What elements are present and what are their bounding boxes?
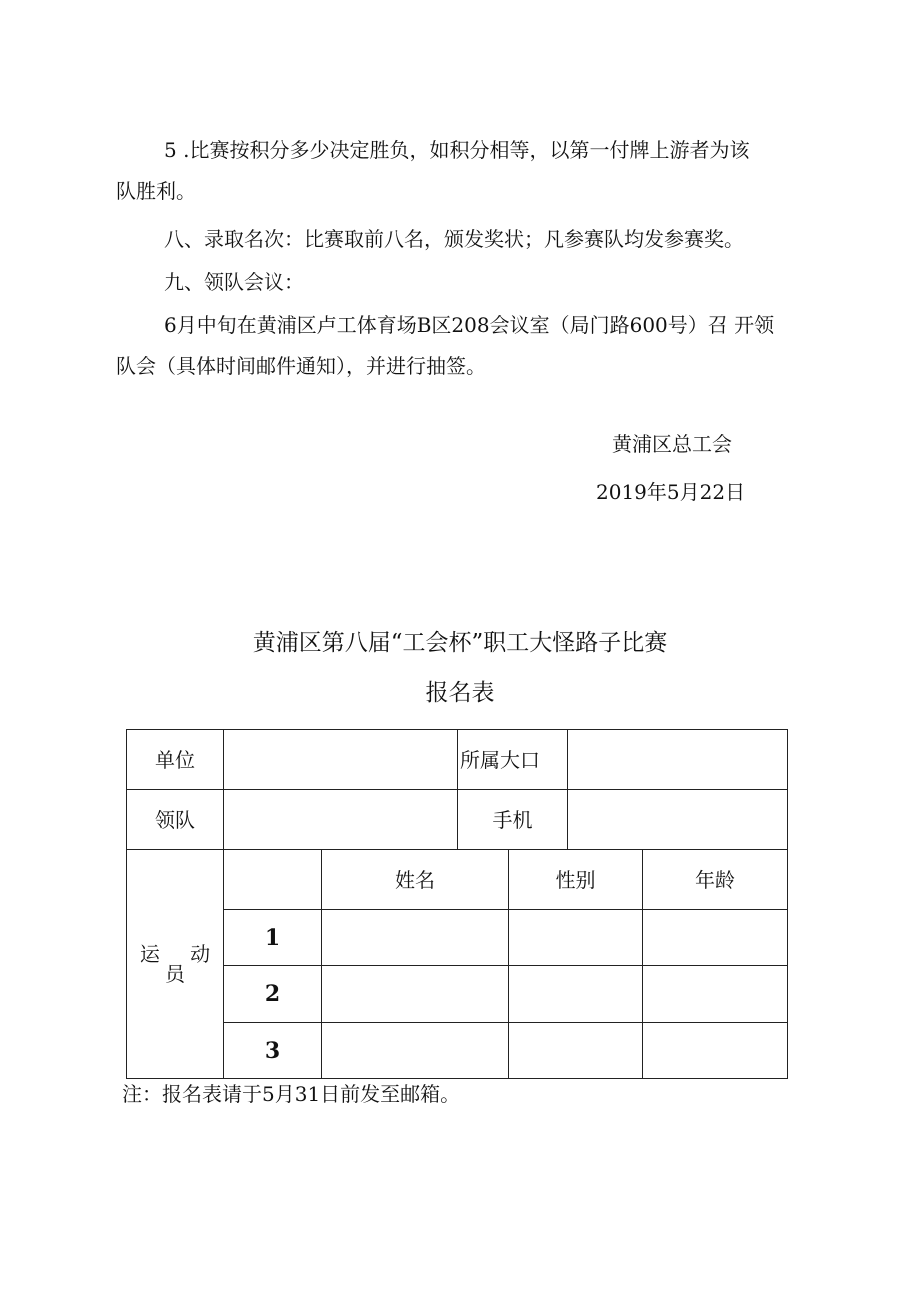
- athlete-gender-cell[interactable]: [509, 1023, 643, 1079]
- section-8-ranking: 八、录取名次：比赛取前八名，颁发奖状；凡参赛队均发参赛奖。: [164, 227, 744, 251]
- index-header-cell: [224, 850, 322, 910]
- meeting-line-1: 6月中旬在黄浦区卢工体育场B区208会议室（局门路600号）召 开领: [164, 313, 775, 337]
- athlete-name-cell[interactable]: [322, 1023, 509, 1079]
- form-subtitle: 报名表: [425, 680, 495, 706]
- phone-label: 手机: [458, 790, 568, 850]
- row-number: 3: [224, 1023, 322, 1079]
- athlete-gender-cell[interactable]: [509, 910, 643, 966]
- table-row-unit: [127, 730, 788, 790]
- phone-value-cell[interactable]: [568, 790, 788, 850]
- unit-label: 单位: [127, 730, 224, 790]
- name-header: 姓名: [322, 850, 509, 910]
- rule-5-line-1: 5 .比赛按积分多少决定胜负，如积分相等，以第一付牌上游者为该: [164, 138, 750, 162]
- athlete-age-cell[interactable]: [643, 910, 788, 966]
- dept-label: 所属大口: [458, 730, 568, 790]
- athlete-name-cell[interactable]: [322, 966, 509, 1023]
- form-note: 注：报名表请于5月31日前发至邮箱。: [122, 1082, 461, 1106]
- table-row-athlete-header: [127, 850, 788, 910]
- age-header: 年龄: [643, 850, 788, 910]
- athletes-label: 运 动 员: [127, 850, 224, 1079]
- table-row-leader: [127, 790, 788, 850]
- leader-label: 领队: [127, 790, 224, 850]
- row-number: 2: [224, 966, 322, 1023]
- section-9-heading: 九、领队会议：: [164, 270, 304, 294]
- unit-value-cell[interactable]: [224, 730, 458, 790]
- dept-value-cell[interactable]: [568, 730, 788, 790]
- gender-header: 性别: [509, 850, 643, 910]
- athlete-name-cell[interactable]: [322, 910, 509, 966]
- signature-org: 黄浦区总工会: [612, 432, 732, 456]
- registration-table: [126, 729, 788, 1079]
- table-row: [127, 966, 788, 1023]
- signature-date: 2019年5月22日: [596, 480, 746, 504]
- athlete-age-cell[interactable]: [643, 966, 788, 1023]
- meeting-line-2: 队会（具体时间邮件通知），并进行抽签。: [116, 354, 486, 378]
- athlete-gender-cell[interactable]: [509, 966, 643, 1023]
- leader-value-cell[interactable]: [224, 790, 458, 850]
- table-row: [127, 910, 788, 966]
- athlete-age-cell[interactable]: [643, 1023, 788, 1079]
- row-number: 1: [224, 910, 322, 966]
- table-row: [127, 1023, 788, 1079]
- rule-5-line-2: 队胜利。: [116, 179, 196, 203]
- form-title: 黄浦区第八届“工会杯”职工大怪路子比赛: [252, 630, 668, 656]
